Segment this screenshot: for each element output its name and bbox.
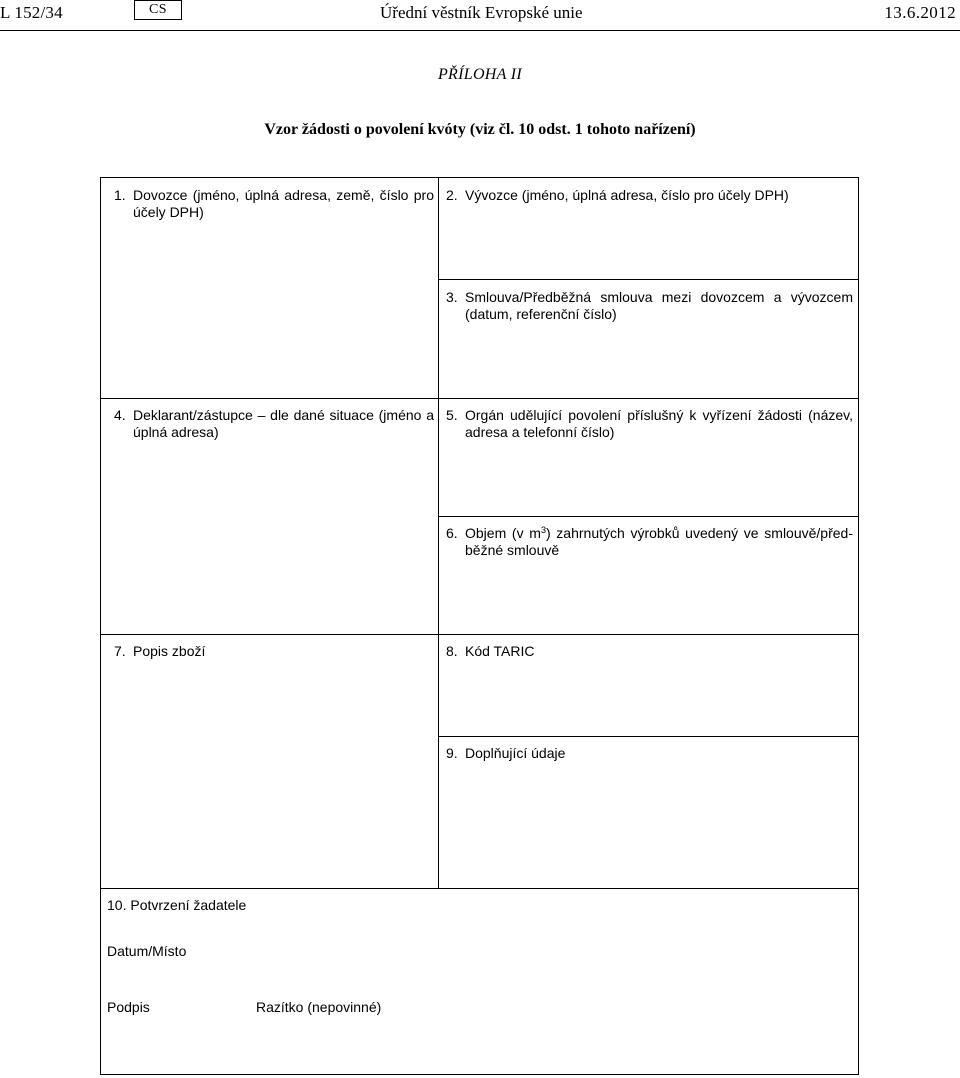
field-label: Orgán udělující povolení příslušný k vyřízení žádosti (název, adresa a telefonní číslo): [465, 407, 853, 440]
field-number: 6.: [446, 525, 458, 541]
date-place-field[interactable]: Datum/Místo: [107, 943, 187, 959]
field-label: Dovozce (jméno, úplná adresa, země, číslo pro účely DPH): [133, 187, 434, 220]
annex-title: Vzor žádosti o povolení kvóty (viz čl. 10 odst. 1 tohoto nařízení): [264, 121, 696, 138]
language-code-box: CS: [134, 0, 182, 20]
field-number: 8.: [446, 643, 458, 659]
field-number: 9.: [446, 745, 458, 761]
form-field-volume[interactable]: [446, 525, 853, 559]
form-field-goods-description[interactable]: [114, 643, 434, 660]
page-reference: L 152/34: [0, 3, 63, 22]
form-row-divider: [438, 516, 859, 517]
journal-title: Úřední věstník Evropské unie: [380, 3, 583, 22]
annex-label: PŘÍLOHA II: [437, 66, 523, 83]
page-header: [0, 0, 960, 32]
form-row-divider: [101, 634, 859, 635]
field-label: Doplňující údaje: [465, 745, 566, 761]
form-field-importer[interactable]: [114, 187, 434, 221]
field-label: Smlouva/Předběžná smlouva mezi dovozcem a vývozcem (datum, referenční číslo): [465, 289, 853, 322]
form-column-divider: [438, 178, 439, 889]
form-field-declarant[interactable]: [114, 407, 434, 441]
form-field-contract[interactable]: [446, 289, 853, 323]
quota-application-form: [100, 177, 859, 1075]
field-label: Vývozce (jméno, úplná adresa, číslo pro účely DPH): [465, 187, 789, 203]
publication-date: 13.6.2012: [884, 3, 956, 22]
confirmation-heading: 10. Potvrzení žadatele: [107, 897, 247, 913]
field-label: Kód TARIC: [465, 643, 535, 659]
field-number: 7.: [114, 643, 126, 659]
field-label: Popis zboží: [133, 643, 206, 659]
field-label: Deklarant/zástupce – dle dané situace (jméno a úplná adresa): [133, 407, 434, 440]
field-label: Objem (v $m^3$) zahrnutých výrobků uvedený ve smlouvě/předběžné smlouvě: [465, 525, 853, 558]
form-row-divider: [438, 736, 859, 737]
form-row-divider: [101, 888, 859, 889]
form-field-licensing-authority[interactable]: [446, 407, 853, 441]
field-number: 3.: [446, 289, 458, 305]
form-field-taric-code[interactable]: [446, 643, 853, 660]
form-field-exporter[interactable]: [446, 187, 851, 204]
field-number: 5.: [446, 407, 458, 423]
header-divider: [0, 30, 960, 31]
form-row-divider: [438, 279, 859, 280]
signature-field[interactable]: Podpis: [107, 999, 150, 1015]
field-number: 2.: [446, 187, 458, 203]
field-number: 4.: [114, 407, 126, 423]
field-number: 1.: [114, 187, 126, 203]
form-field-additional-info[interactable]: [446, 745, 853, 762]
form-row-divider: [101, 398, 859, 399]
stamp-field[interactable]: Razítko (nepovinné): [256, 999, 382, 1015]
